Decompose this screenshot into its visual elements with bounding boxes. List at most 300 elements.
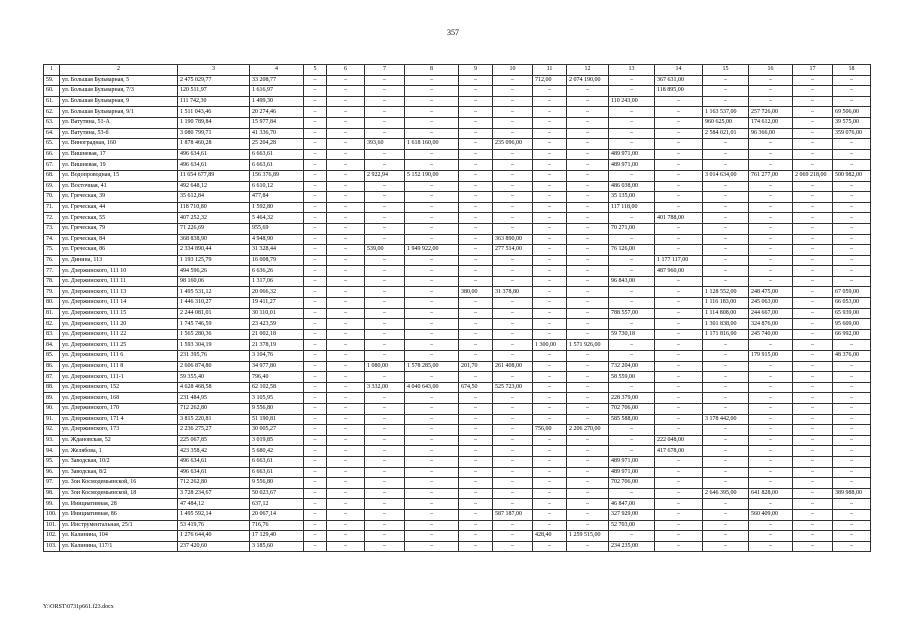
value-cell: – <box>327 139 365 150</box>
value-cell: – <box>327 170 365 181</box>
value-cell: – <box>609 255 655 266</box>
value-cell: – <box>533 160 567 171</box>
value-cell: 487 960,00 <box>655 266 703 277</box>
value-cell: – <box>533 435 567 446</box>
value-cell: – <box>304 531 327 542</box>
value-cell: – <box>304 202 327 213</box>
value-cell: – <box>703 213 749 224</box>
value-cell: – <box>459 414 493 425</box>
value-cell: 585 588,00 <box>609 414 655 425</box>
value-cell: – <box>703 86 749 97</box>
value-cell: – <box>567 128 609 139</box>
value-cell: – <box>405 107 459 118</box>
value-cell: – <box>459 139 493 150</box>
value-cell: – <box>405 372 459 383</box>
value-cell: – <box>493 340 533 351</box>
value-cell: – <box>703 478 749 489</box>
value-cell: – <box>749 467 793 478</box>
value-cell: – <box>327 255 365 266</box>
value-cell: 156 376,89 <box>250 170 304 181</box>
value-cell: – <box>493 276 533 287</box>
table-row <box>44 266 871 277</box>
value-cell: – <box>365 425 405 436</box>
value-cell: 1 080,00 <box>365 361 405 372</box>
table-row <box>44 192 871 203</box>
row-number: 62. <box>44 107 60 118</box>
value-cell: 1 578 285,00 <box>405 361 459 372</box>
value-cell: – <box>405 319 459 330</box>
value-cell: – <box>327 382 365 393</box>
address-cell: ул. Дзержинского, 173 <box>60 425 178 436</box>
value-cell: – <box>655 245 703 256</box>
row-number: 63. <box>44 117 60 128</box>
value-cell: 6 610,12 <box>250 181 304 192</box>
table-row <box>44 96 871 107</box>
value-cell: 393,60 <box>365 139 405 150</box>
value-cell: 1 128 552,00 <box>703 287 749 298</box>
value-cell: – <box>833 234 871 245</box>
value-cell: 1 163 537,00 <box>703 107 749 118</box>
value-cell: – <box>703 435 749 446</box>
value-cell: – <box>304 488 327 499</box>
value-cell: – <box>793 213 833 224</box>
value-cell: – <box>567 361 609 372</box>
value-cell: 1 565 280,36 <box>178 329 250 340</box>
value-cell: – <box>793 425 833 436</box>
value-cell: 96 843,00 <box>609 276 655 287</box>
value-cell: – <box>459 404 493 415</box>
value-cell: – <box>493 319 533 330</box>
value-cell: – <box>493 266 533 277</box>
value-cell: – <box>493 435 533 446</box>
value-cell: – <box>304 139 327 150</box>
value-cell: 59 730,18 <box>609 329 655 340</box>
value-cell: – <box>567 414 609 425</box>
value-cell: – <box>567 456 609 467</box>
row-number: 80. <box>44 298 60 309</box>
value-cell: – <box>703 499 749 510</box>
value-cell: 1 616,97 <box>250 86 304 97</box>
value-cell: 1 259 515,00 <box>567 531 609 542</box>
value-cell: – <box>609 319 655 330</box>
address-cell: ул. Желябова, 1 <box>60 446 178 457</box>
value-cell: 587 187,00 <box>493 509 533 520</box>
value-cell: – <box>405 425 459 436</box>
address-cell: ул. Ждановская, 52 <box>60 435 178 446</box>
value-cell: – <box>327 361 365 372</box>
value-cell: – <box>459 531 493 542</box>
value-cell: – <box>793 520 833 531</box>
value-cell: – <box>493 181 533 192</box>
value-cell: 9 556,80 <box>250 404 304 415</box>
value-cell: – <box>703 160 749 171</box>
row-number: 97. <box>44 478 60 489</box>
value-cell: – <box>703 456 749 467</box>
value-cell: – <box>609 86 655 97</box>
value-cell: – <box>493 499 533 510</box>
value-cell: 1 190 789,84 <box>178 117 250 128</box>
value-cell: – <box>833 382 871 393</box>
value-cell: – <box>304 414 327 425</box>
value-cell: – <box>833 255 871 266</box>
value-cell: – <box>533 192 567 203</box>
value-cell: – <box>365 404 405 415</box>
value-cell: 2 236 275,27 <box>178 425 250 436</box>
value-cell: – <box>533 86 567 97</box>
value-cell: 245 063,00 <box>749 298 793 309</box>
value-cell: – <box>493 541 533 552</box>
value-cell: – <box>833 509 871 520</box>
value-cell: 3 080 799,71 <box>178 128 250 139</box>
value-cell: – <box>304 520 327 531</box>
value-cell: – <box>327 456 365 467</box>
value-cell: – <box>365 255 405 266</box>
value-cell: – <box>533 414 567 425</box>
value-cell: – <box>793 488 833 499</box>
value-cell: – <box>703 202 749 213</box>
value-cell: – <box>793 531 833 542</box>
value-cell: – <box>749 276 793 287</box>
value-cell: – <box>793 541 833 552</box>
value-cell: 228 379,00 <box>609 393 655 404</box>
value-cell: – <box>655 382 703 393</box>
value-cell: 179 915,00 <box>749 351 793 362</box>
value-cell: – <box>533 456 567 467</box>
value-cell: – <box>304 425 327 436</box>
row-number: 85. <box>44 351 60 362</box>
address-cell: ул. Дзержинского, 171 4 <box>60 414 178 425</box>
value-cell: – <box>304 319 327 330</box>
value-cell: – <box>459 499 493 510</box>
value-cell: – <box>493 160 533 171</box>
row-number: 91. <box>44 414 60 425</box>
value-cell: – <box>365 266 405 277</box>
value-cell: 6 663,61 <box>250 149 304 160</box>
value-cell: 3 332,00 <box>365 382 405 393</box>
value-cell: 31 378,80 <box>493 287 533 298</box>
value-cell: – <box>533 234 567 245</box>
value-cell: 560 409,00 <box>749 509 793 520</box>
value-cell: 3 105,95 <box>250 393 304 404</box>
value-cell: – <box>655 96 703 107</box>
value-cell: – <box>567 245 609 256</box>
value-cell: – <box>609 139 655 150</box>
value-cell: – <box>304 287 327 298</box>
value-cell: 21 002,18 <box>250 329 304 340</box>
value-cell: 66 053,00 <box>833 298 871 309</box>
address-cell: ул. Дзержинского, 111 13 <box>60 287 178 298</box>
value-cell: – <box>567 149 609 160</box>
value-cell: – <box>365 202 405 213</box>
value-cell: – <box>365 446 405 457</box>
value-cell: 363 890,00 <box>493 234 533 245</box>
value-cell: – <box>493 192 533 203</box>
value-cell: – <box>703 75 749 86</box>
value-cell: – <box>655 308 703 319</box>
value-cell: 761 277,00 <box>749 170 793 181</box>
value-cell: – <box>493 393 533 404</box>
table-row <box>44 107 871 118</box>
value-cell: – <box>533 255 567 266</box>
value-cell: – <box>327 223 365 234</box>
value-cell: – <box>793 456 833 467</box>
value-cell: 65 939,00 <box>833 308 871 319</box>
value-cell: 1 511 043,46 <box>178 107 250 118</box>
row-number: 69. <box>44 181 60 192</box>
value-cell: – <box>609 107 655 118</box>
value-cell: – <box>327 128 365 139</box>
value-cell: – <box>793 382 833 393</box>
row-number: 99. <box>44 499 60 510</box>
value-cell: – <box>833 531 871 542</box>
value-cell: 525 723,00 <box>493 382 533 393</box>
table-row <box>44 404 871 415</box>
value-cell: – <box>609 446 655 457</box>
row-number: 86. <box>44 361 60 372</box>
value-cell: – <box>655 276 703 287</box>
value-cell: – <box>703 340 749 351</box>
value-cell: – <box>405 86 459 97</box>
value-cell: – <box>304 86 327 97</box>
table-row <box>44 520 871 531</box>
value-cell: – <box>327 149 365 160</box>
value-cell: – <box>833 425 871 436</box>
value-cell: – <box>405 329 459 340</box>
value-cell: – <box>749 520 793 531</box>
row-number: 103. <box>44 541 60 552</box>
value-cell: – <box>327 488 365 499</box>
table-row <box>44 340 871 351</box>
value-cell: 4 040 643,00 <box>405 382 459 393</box>
value-cell: – <box>793 96 833 107</box>
value-cell: 3 815 220,81 <box>178 414 250 425</box>
value-cell: – <box>655 223 703 234</box>
value-cell: – <box>703 234 749 245</box>
value-cell: – <box>833 467 871 478</box>
value-cell: – <box>793 139 833 150</box>
value-cell: – <box>327 298 365 309</box>
value-cell: – <box>493 446 533 457</box>
table-row <box>44 351 871 362</box>
value-cell: 477,84 <box>250 192 304 203</box>
value-cell: – <box>304 170 327 181</box>
value-cell: – <box>365 181 405 192</box>
value-cell: – <box>749 139 793 150</box>
value-cell: – <box>459 223 493 234</box>
value-cell: 95 609,00 <box>833 319 871 330</box>
value-cell: – <box>793 298 833 309</box>
value-cell: – <box>493 467 533 478</box>
value-cell: – <box>533 107 567 118</box>
column-header: 1 <box>44 65 60 76</box>
value-cell: – <box>459 213 493 224</box>
table-row <box>44 245 871 256</box>
value-cell: – <box>365 393 405 404</box>
value-cell: – <box>304 351 327 362</box>
value-cell: – <box>327 213 365 224</box>
table-row <box>44 393 871 404</box>
address-cell: ул. Греческая, 86 <box>60 245 178 256</box>
value-cell: 367 631,00 <box>655 75 703 86</box>
value-cell: – <box>327 531 365 542</box>
value-cell: 1 949 922,00 <box>405 245 459 256</box>
value-cell: – <box>749 340 793 351</box>
value-cell: 2 074 190,00 <box>567 75 609 86</box>
value-cell: 3 178 442,00 <box>703 414 749 425</box>
value-cell: – <box>365 160 405 171</box>
value-cell: – <box>365 149 405 160</box>
value-cell: – <box>533 467 567 478</box>
value-cell: – <box>749 234 793 245</box>
value-cell: 417 678,00 <box>655 446 703 457</box>
value-cell: 6 663,61 <box>250 160 304 171</box>
value-cell: – <box>567 541 609 552</box>
value-cell: – <box>365 372 405 383</box>
value-cell: 118 710,80 <box>178 202 250 213</box>
value-cell: – <box>405 160 459 171</box>
value-cell: – <box>365 467 405 478</box>
value-cell: – <box>703 467 749 478</box>
value-cell: – <box>365 128 405 139</box>
value-cell: – <box>793 329 833 340</box>
value-cell: – <box>365 478 405 489</box>
table-row <box>44 541 871 552</box>
value-cell: 500 982,00 <box>833 170 871 181</box>
value-cell: 21 378,19 <box>250 340 304 351</box>
value-cell: 2 584 021,01 <box>703 128 749 139</box>
value-cell: – <box>749 266 793 277</box>
value-cell: – <box>567 86 609 97</box>
value-cell: – <box>405 478 459 489</box>
value-cell: – <box>459 202 493 213</box>
value-cell: – <box>703 245 749 256</box>
value-cell: – <box>655 351 703 362</box>
value-cell: – <box>567 139 609 150</box>
value-cell: – <box>533 223 567 234</box>
value-cell: – <box>833 181 871 192</box>
table-row <box>44 117 871 128</box>
value-cell: – <box>567 319 609 330</box>
value-cell: 110 243,00 <box>609 96 655 107</box>
value-cell: 401 788,00 <box>655 213 703 224</box>
value-cell: 69 506,00 <box>833 107 871 118</box>
value-cell: – <box>567 499 609 510</box>
value-cell: 712,00 <box>533 75 567 86</box>
value-cell: 31 328,44 <box>250 245 304 256</box>
table-row <box>44 213 871 224</box>
value-cell: – <box>493 117 533 128</box>
value-cell: 20 067,14 <box>250 509 304 520</box>
value-cell: – <box>567 255 609 266</box>
value-cell: – <box>749 414 793 425</box>
value-cell: – <box>567 372 609 383</box>
row-number: 73. <box>44 223 60 234</box>
value-cell: – <box>493 404 533 415</box>
value-cell: – <box>703 223 749 234</box>
value-cell: 20 274,46 <box>250 107 304 118</box>
table-row <box>44 319 871 330</box>
row-number: 64. <box>44 128 60 139</box>
value-cell: – <box>655 181 703 192</box>
table-row <box>44 255 871 266</box>
value-cell: 428,40 <box>533 531 567 542</box>
value-cell: 39 575,00 <box>833 117 871 128</box>
value-cell: – <box>327 234 365 245</box>
value-cell: – <box>609 351 655 362</box>
value-cell: – <box>749 372 793 383</box>
value-cell: – <box>567 276 609 287</box>
value-cell: 117 118,00 <box>609 202 655 213</box>
value-cell: 359 076,00 <box>833 128 871 139</box>
value-cell: – <box>327 541 365 552</box>
value-cell: – <box>567 467 609 478</box>
value-cell: – <box>749 531 793 542</box>
row-number: 90. <box>44 404 60 415</box>
value-cell: – <box>405 435 459 446</box>
table-row <box>44 382 871 393</box>
value-cell: – <box>703 372 749 383</box>
value-cell: – <box>567 446 609 457</box>
value-cell: – <box>459 75 493 86</box>
value-cell: – <box>533 117 567 128</box>
value-cell: – <box>793 160 833 171</box>
value-cell: 234 235,00 <box>609 541 655 552</box>
row-number: 76. <box>44 255 60 266</box>
value-cell: – <box>459 181 493 192</box>
value-cell: – <box>304 499 327 510</box>
value-cell: 2 606 874,80 <box>178 361 250 372</box>
value-cell: – <box>833 520 871 531</box>
row-number: 66. <box>44 149 60 160</box>
value-cell: 327 929,00 <box>609 509 655 520</box>
value-cell: – <box>793 86 833 97</box>
table-row <box>44 170 871 181</box>
value-cell: – <box>655 234 703 245</box>
value-cell: 48 376,00 <box>833 351 871 362</box>
value-cell: 1 592,80 <box>250 202 304 213</box>
value-cell: – <box>567 520 609 531</box>
value-cell: – <box>533 319 567 330</box>
table-row <box>44 361 871 372</box>
value-cell: – <box>493 298 533 309</box>
row-number: 100. <box>44 509 60 520</box>
value-cell: 380,00 <box>459 287 493 298</box>
table-row <box>44 86 871 97</box>
value-cell: – <box>304 308 327 319</box>
value-cell: – <box>405 149 459 160</box>
value-cell: 47 484,12 <box>178 499 250 510</box>
value-cell: – <box>533 245 567 256</box>
value-cell: – <box>749 361 793 372</box>
table-row <box>44 75 871 86</box>
row-number: 75. <box>44 245 60 256</box>
value-cell: 1 878 460,28 <box>178 139 250 150</box>
value-cell: 244 667,00 <box>749 308 793 319</box>
value-cell: – <box>365 213 405 224</box>
address-cell: ул. Большая Бульварная, 9 <box>60 96 178 107</box>
value-cell: – <box>405 541 459 552</box>
value-cell: 23 423,59 <box>250 319 304 330</box>
value-cell: – <box>304 192 327 203</box>
value-cell: – <box>405 276 459 287</box>
value-cell: 53 419,76 <box>178 520 250 531</box>
table-row <box>44 446 871 457</box>
value-cell: 201,70 <box>459 361 493 372</box>
value-cell: 5 680,42 <box>250 446 304 457</box>
value-cell: – <box>533 361 567 372</box>
table-row <box>44 139 871 150</box>
value-cell: – <box>609 340 655 351</box>
